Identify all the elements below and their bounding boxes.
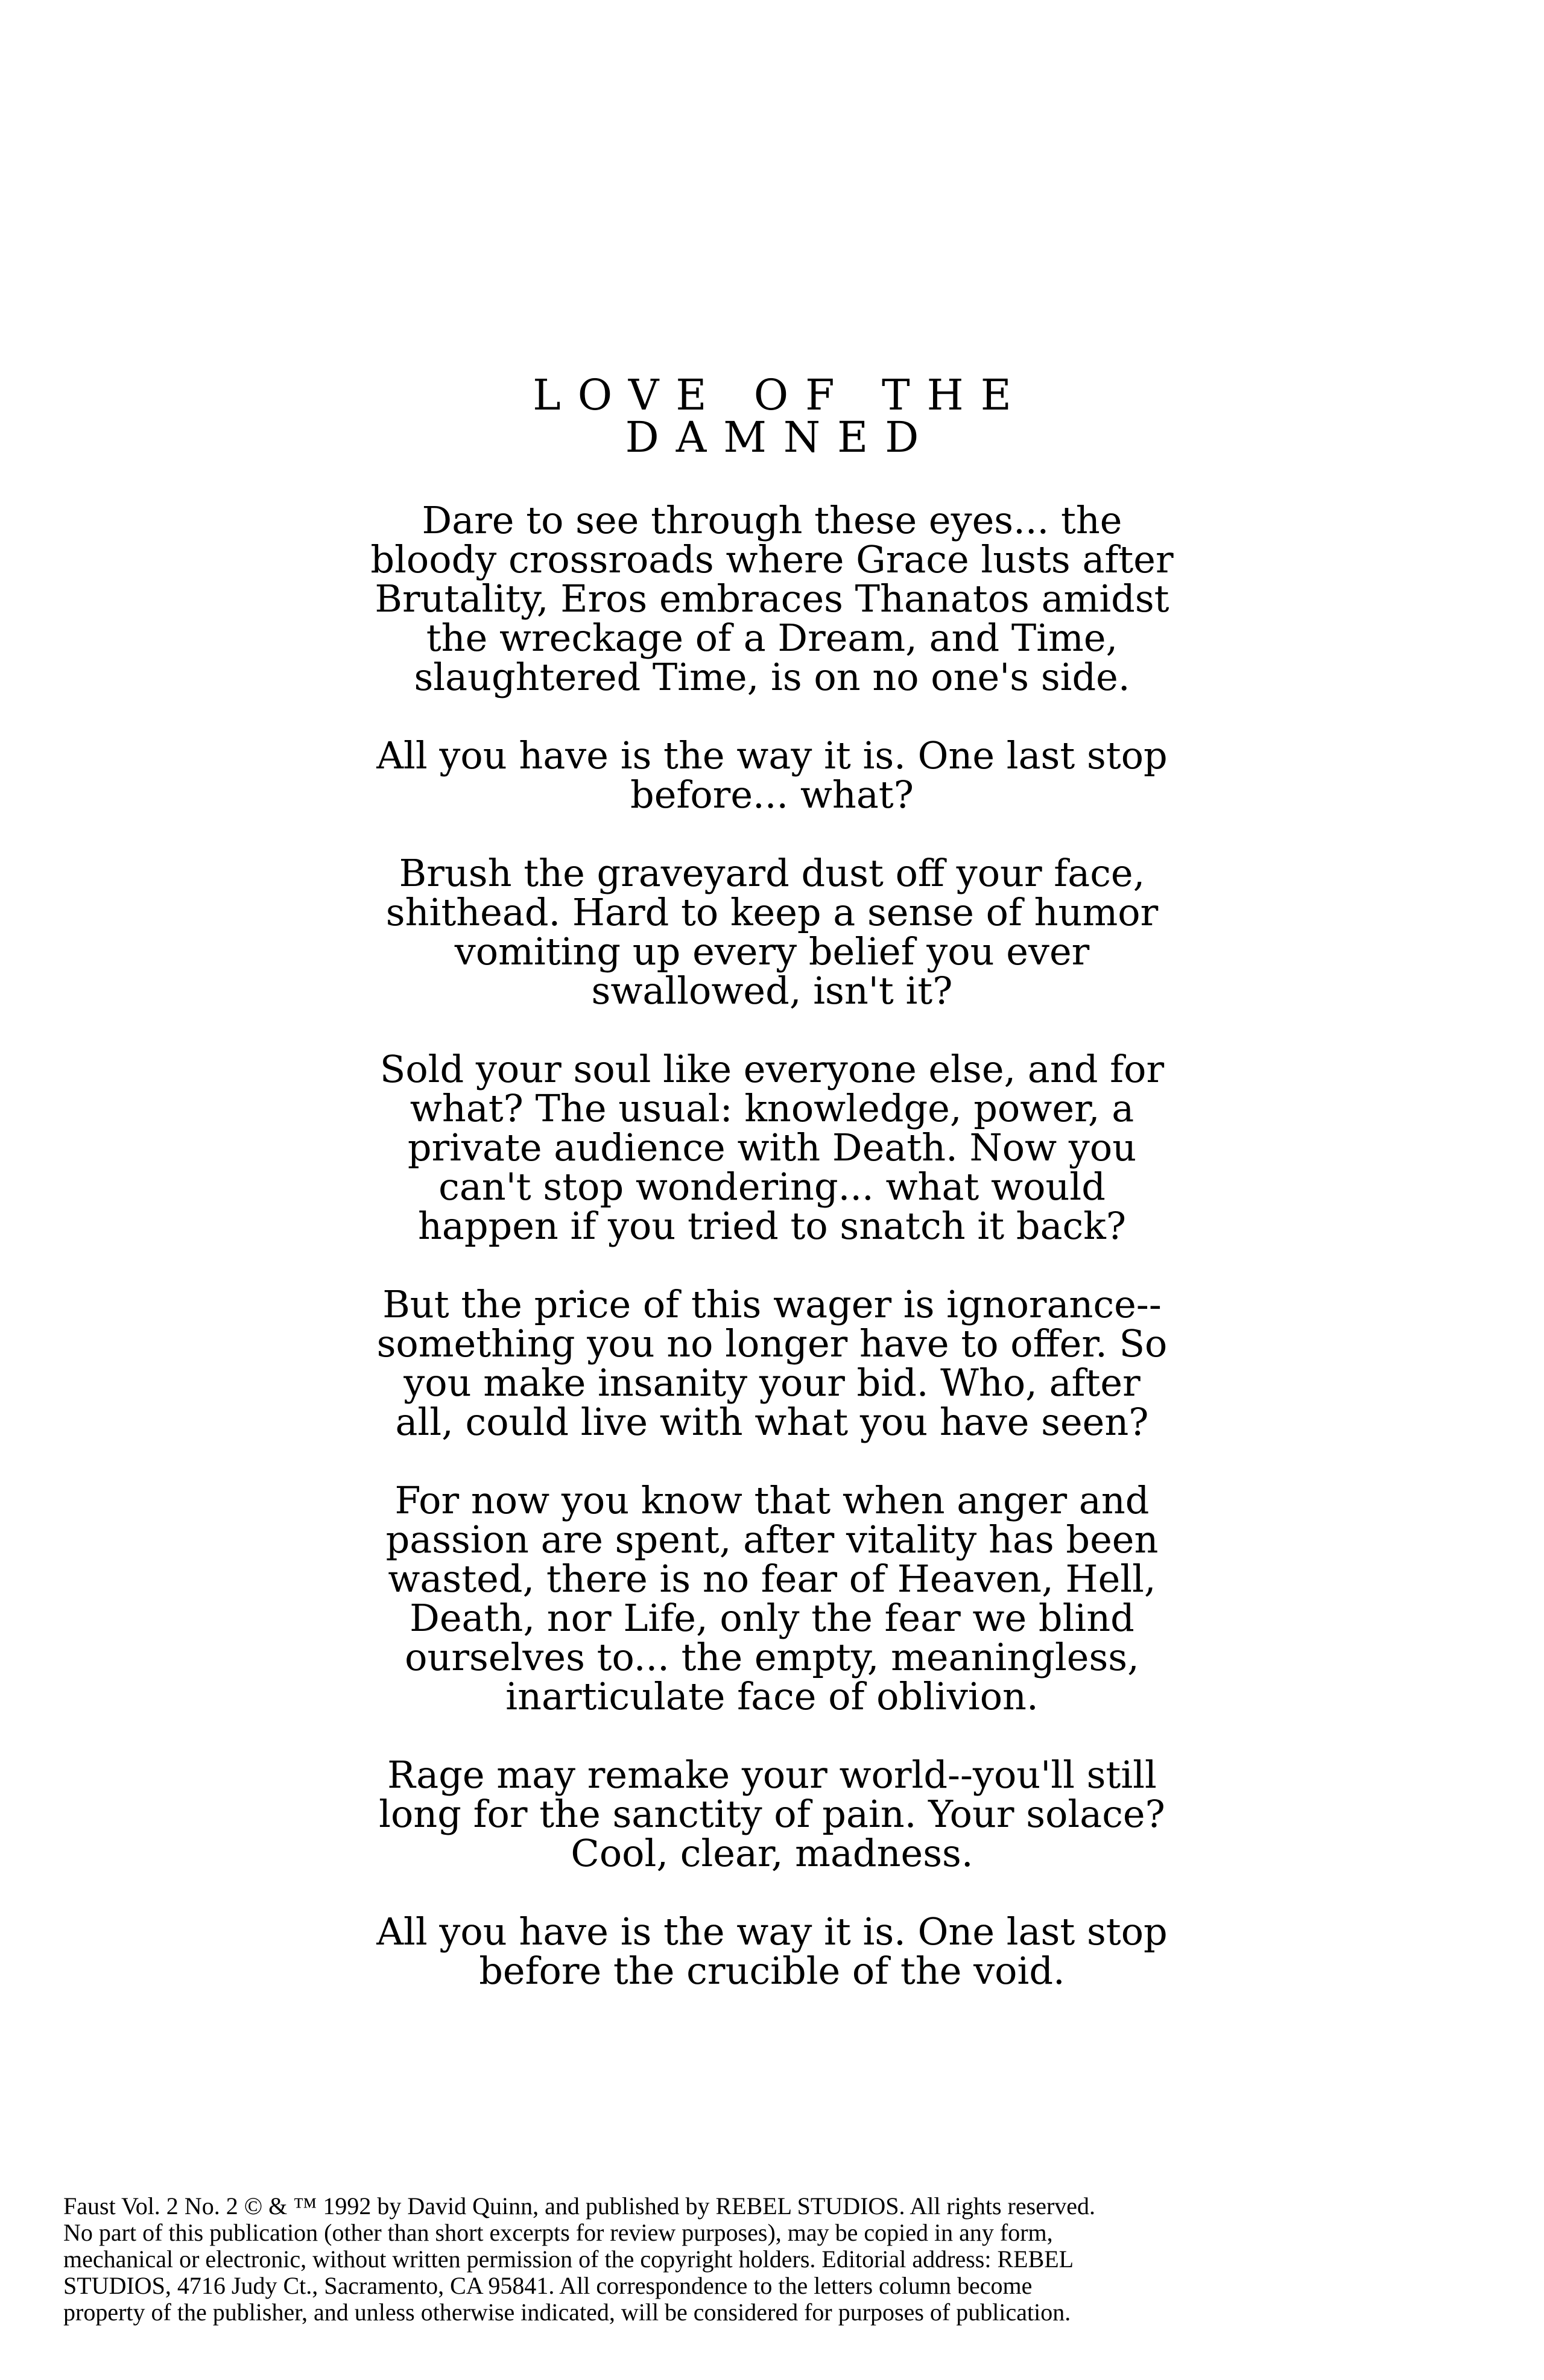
stanza-4	[350, 1047, 1194, 1248]
copyright-line: mechanical or electronic, without written permission of the copyright holders. Editorial address: REBEL	[63, 2245, 1074, 2273]
poem-line: wasted, there is no fear of Heaven, Hell,	[388, 1557, 1156, 1601]
poem-line: Dare to see through these eyes... the	[422, 498, 1122, 542]
poem-line: vomiting up every belief you ever	[454, 929, 1090, 973]
stanza-3	[350, 851, 1194, 1013]
stanza-5	[350, 1282, 1194, 1444]
poem-line: Sold your soul like everyone else, and for	[379, 1047, 1165, 1091]
stanza-6	[350, 1478, 1194, 1718]
copyright-line: Faust Vol. 2 No. 2 © & ™ 1992 by David Quinn, and published by REBEL STUDIOS. All rights reserved.	[63, 2192, 1096, 2220]
copyright-notice	[63, 2193, 1487, 2326]
poem-body	[350, 370, 1194, 2030]
poem-line: you make insanity your bid. Who, after	[403, 1361, 1141, 1405]
poem-line: all, could live with what you have seen?	[395, 1400, 1149, 1444]
copyright-line: property of the publisher, and unless otherwise indicated, will be considered for purposes of publication.	[63, 2299, 1071, 2326]
poem-line: what? The usual: knowledge, power, a	[410, 1086, 1134, 1130]
poem-line: inarticulate face of oblivion.	[505, 1674, 1039, 1718]
stanza-8	[350, 1910, 1194, 1993]
poem-line: For now you know that when anger and	[394, 1478, 1150, 1522]
poem-line: happen if you tried to snatch it back?	[417, 1204, 1127, 1248]
poem-line: Cool, clear, madness.	[571, 1831, 973, 1875]
poem-line: Brush the graveyard dust off your face,	[399, 851, 1145, 895]
poem-line: passion are spent, after vitality has been	[385, 1518, 1159, 1562]
copyright-line: No part of this publication (other than short excerpts for review purposes), may be copied in any form,	[63, 2219, 1053, 2246]
poem-line: Brutality, Eros embraces Thanatos amidst	[375, 577, 1169, 621]
poem-line: All you have is the way it is. One last stop	[376, 733, 1168, 777]
poem-line: bloody crossroads where Grace lusts after	[370, 537, 1174, 581]
poem-line: shithead. Hard to keep a sense of humor	[385, 890, 1159, 934]
stanza-2	[350, 733, 1194, 817]
poem-line: before the crucible of the void.	[479, 1949, 1065, 1993]
poem-line: something you no longer have to offer. So	[376, 1321, 1168, 1366]
stanza-7	[350, 1755, 1194, 1873]
poem-line: slaughtered Time, is on no one's side.	[414, 655, 1130, 699]
poem-line: before... what?	[630, 773, 914, 817]
poem-line: private audience with Death. Now you	[407, 1125, 1137, 1169]
poem-line: But the price of this wager is ignorance--	[382, 1282, 1162, 1326]
poem-line: can't stop wondering... what would	[438, 1165, 1106, 1209]
poem-line: ourselves to... the empty, meaningless,	[405, 1635, 1139, 1679]
poem-line: All you have is the way it is. One last stop	[376, 1910, 1168, 1954]
poem-line: the wreckage of a Dream, and Time,	[426, 616, 1118, 660]
poem-line: Rage may remake your world--you'll still	[387, 1753, 1157, 1797]
stanza-1	[350, 498, 1194, 699]
copyright-line: STUDIOS, 4716 Judy Ct., Sacramento, CA 95841. All correspondence to the letters column become	[63, 2272, 1033, 2299]
page-title: LOVE OF THE DAMNED	[533, 370, 1028, 462]
poem-line: long for the sanctity of pain. Your solace?	[379, 1792, 1165, 1836]
poem-line: Death, nor Life, only the fear we blind	[410, 1596, 1134, 1640]
poem-line: swallowed, isn't it?	[591, 969, 953, 1013]
